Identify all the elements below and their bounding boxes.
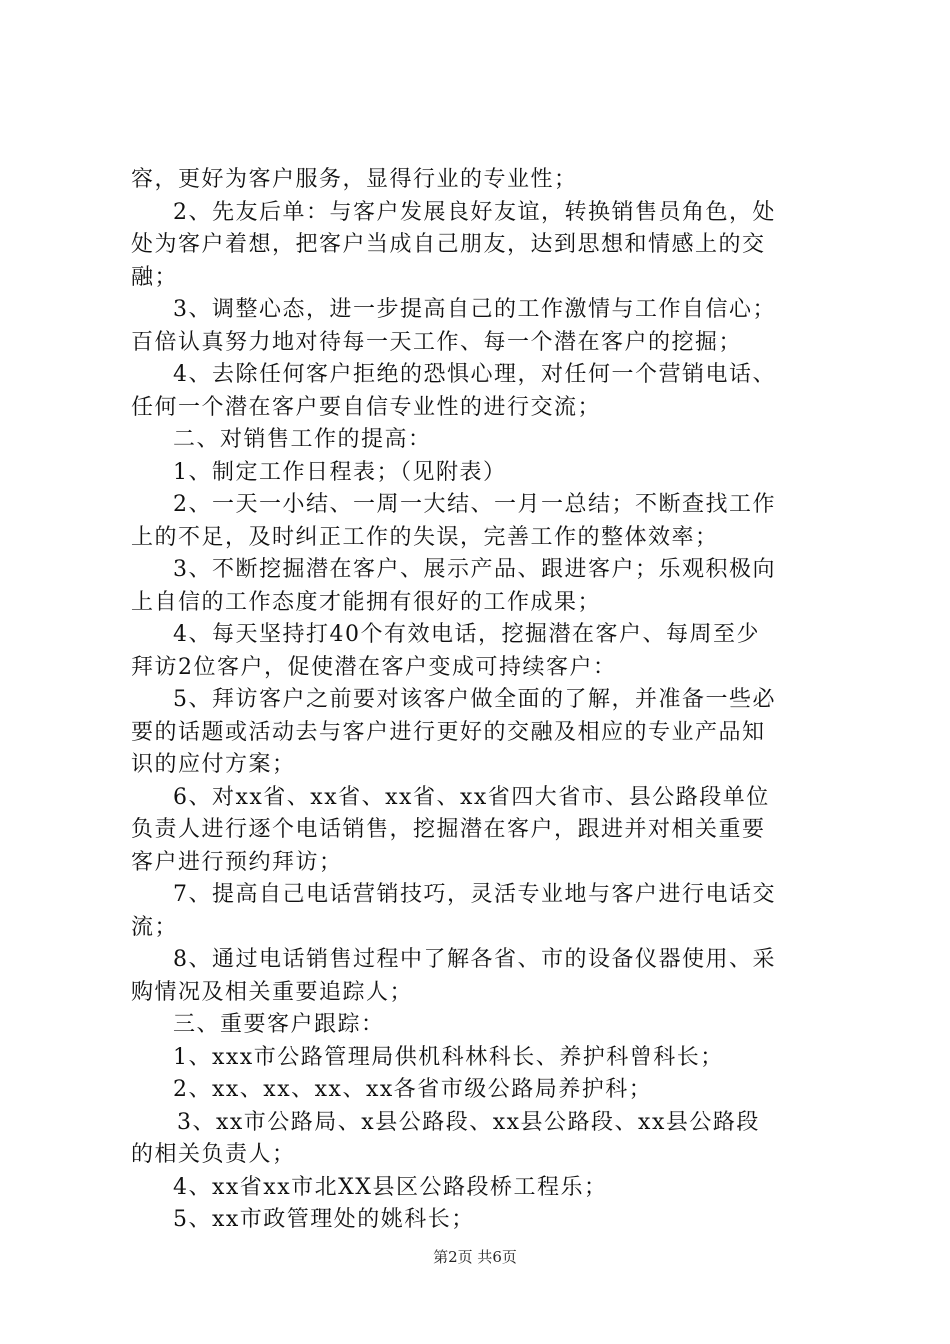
page-number-footer: 第2页 共6页	[433, 1248, 517, 1266]
text-line: 三、重要客户跟踪：	[173, 1012, 385, 1037]
text-line: 购情况及相关重要追踪人；	[131, 979, 414, 1005]
text-line: 百倍认真努力地对待每一天工作、每一个潜在客户的挖掘；	[131, 329, 743, 355]
text-line: 识的应付方案；	[131, 752, 296, 777]
text-line: 5、xx市政管理处的姚科长；	[173, 1207, 475, 1232]
text-line: 客户进行预约拜访；	[131, 849, 343, 875]
text-line: 要的话题或活动去与客户进行更好的交融及相应的专业产品知	[131, 719, 766, 745]
text-line: 负责人进行逐个电话销售，挖掘潜在客户，跟进并对相关重要	[131, 817, 766, 842]
document-body	[131, 164, 831, 1237]
text-line: 2、先友后单：与客户发展良好友谊，转换销售员角色，处	[173, 199, 776, 225]
text-line: 3、调整心态，进一步提高自己的工作激情与工作自信心；	[173, 297, 776, 322]
text-line: 4、xx省xx市北XX县区公路段桥工程乐；	[173, 1174, 608, 1200]
text-line: 2、xx、xx、xx、xx各省市级公路局养护科；	[173, 1077, 653, 1102]
text-line: 3、不断挖掘潜在客户、展示产品、跟进客户；乐观积极向	[173, 557, 776, 582]
text-line: 5、拜访客户之前要对该客户做全面的了解，并准备一些必	[173, 687, 776, 712]
text-line: 任何一个潜在客户要自信专业性的进行交流；	[131, 394, 602, 420]
text-line: 二、对销售工作的提高：	[173, 427, 432, 452]
text-line: 2、一天一小结、一周一大结、一月一总结；不断查找工作	[173, 492, 776, 517]
text-line: 1、制定工作日程表；（见附表）	[173, 459, 507, 485]
text-line: 6、对xx省、xx省、xx省、xx省四大省市、县公路段单位	[173, 784, 770, 810]
text-line: 的相关负责人；	[131, 1142, 296, 1167]
text-line: 8、通过电话销售过程中了解各省、市的设备仪器使用、采	[173, 947, 776, 972]
text-line: 容，更好为客户服务，显得行业的专业性；	[131, 167, 578, 192]
text-line: 1、xxx市公路管理局供机科林科长、养护科曾科长；	[173, 1044, 724, 1070]
text-line: 3、xx市公路局、x县公路段、xx县公路段、xx县公路段	[177, 1109, 760, 1135]
text-line: 7、提高自己电话营销技巧，灵活专业地与客户进行电话交	[173, 882, 776, 907]
text-line: 处为客户着想，把客户当成自己朋友，达到思想和情感上的交	[131, 232, 766, 257]
text-line: 4、每天坚持打40个有效电话，挖掘潜在客户、每周至少	[173, 622, 760, 647]
text-line: 融；	[131, 264, 179, 290]
text-line: 上自信的工作态度才能拥有很好的工作成果；	[131, 589, 602, 615]
text-line: 流；	[131, 914, 179, 940]
text-line: 4、去除任何客户拒绝的恐惧心理，对任何一个营销电话、	[173, 362, 776, 387]
text-line: 拜访2位客户，促使潜在客户变成可持续客户：	[131, 654, 617, 680]
text-line: 上的不足，及时纠正工作的失误，完善工作的整体效率；	[131, 524, 719, 550]
